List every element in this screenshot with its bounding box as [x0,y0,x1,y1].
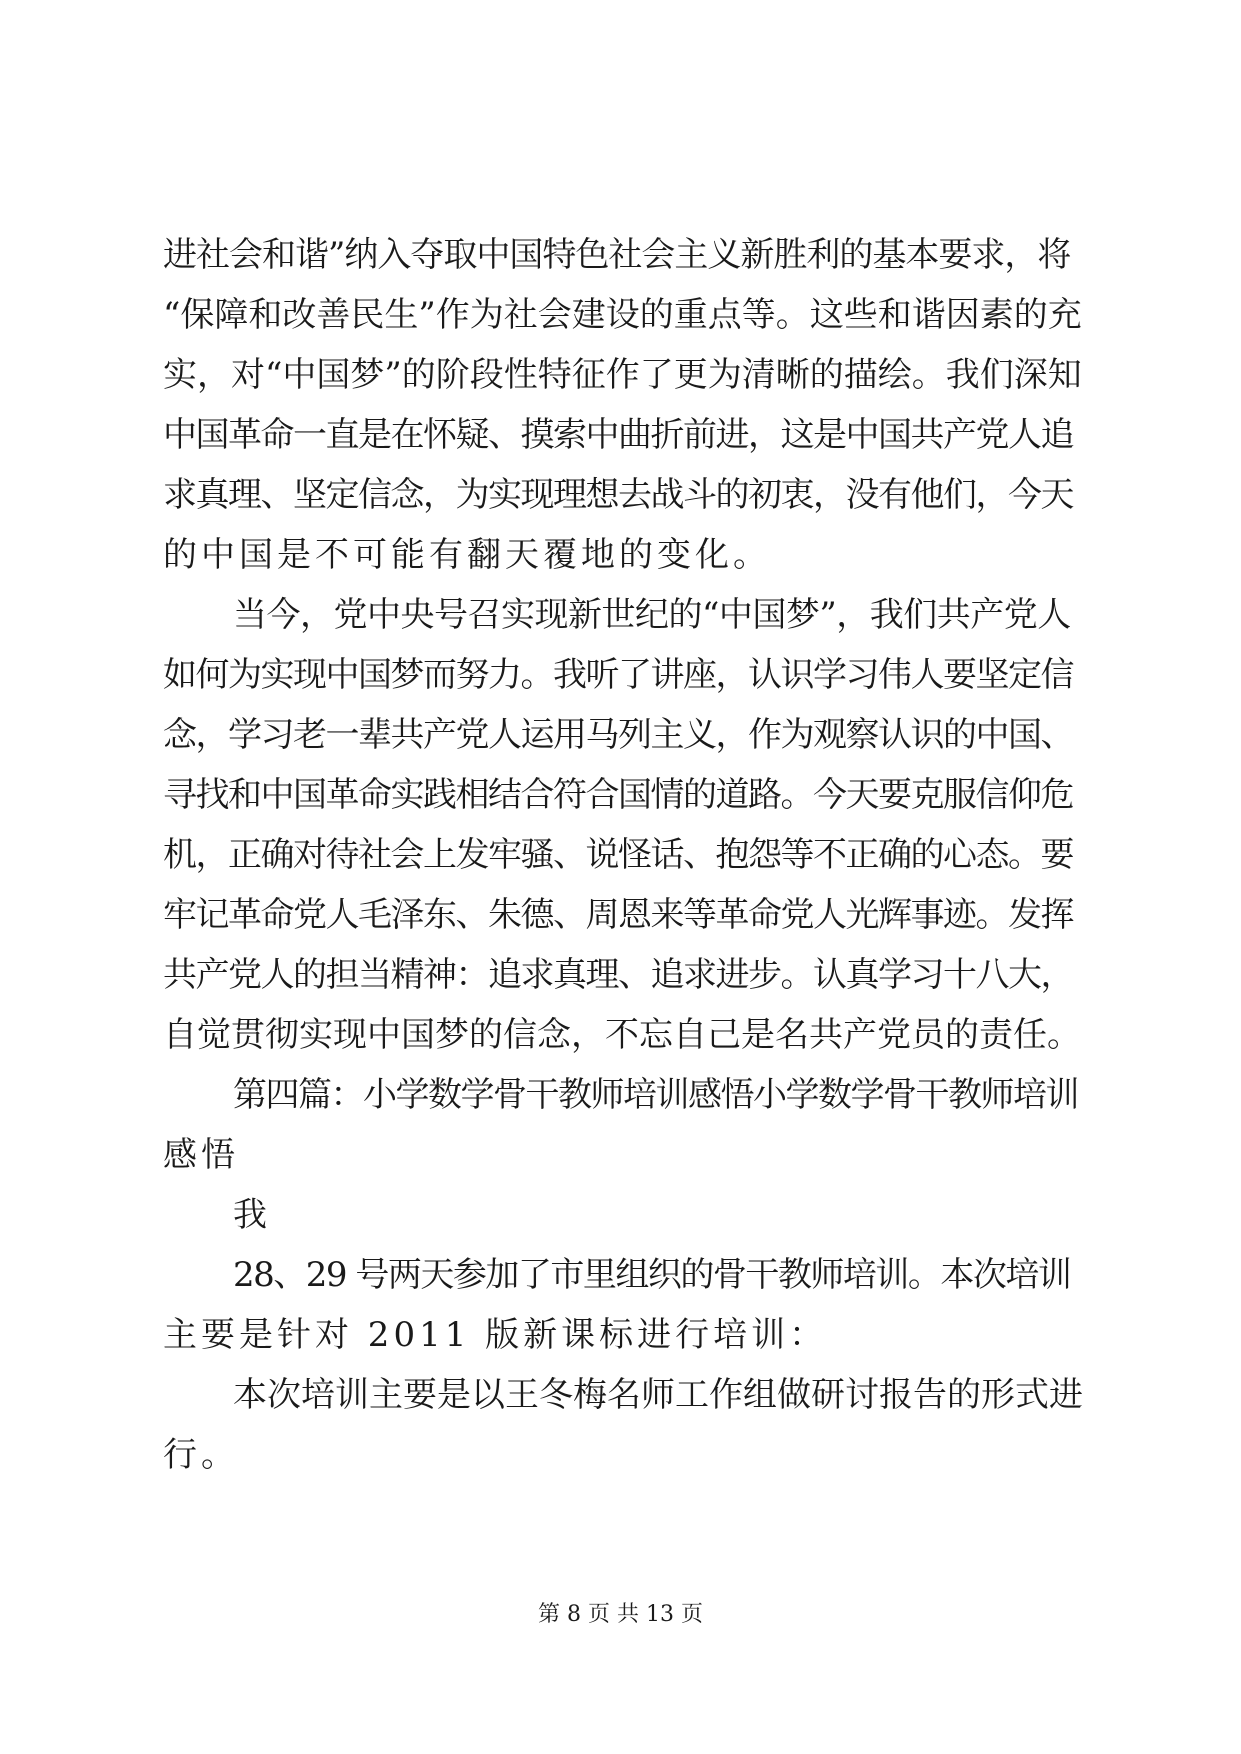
text-line: 实，对“中国梦”的阶段性特征作了更为清晰的描绘。我们深知 [163,355,1082,395]
text-line: 自觉贯彻实现中国梦的信念，不忘自己是名共产党员的责任。 [163,1015,1081,1055]
text-line: 行。 [163,1435,239,1475]
text-line: 我 [233,1195,271,1235]
text-line: 念，学习老一辈共产党人运用马列主义，作为观察认识的中国、 [163,715,1073,755]
text-line: 主要是针对 2011 版新课标进行培训： [163,1315,828,1355]
text-line: 进社会和谐”纳入夺取中国特色社会主义新胜利的基本要求，将 [163,235,1071,275]
text-line: 牢记革命党人毛泽东、朱德、周恩来等革命党人光辉事迹。发挥 [163,895,1073,935]
text-line: 如何为实现中国梦而努力。我听了讲座，认识学习伟人要坚定信 [163,655,1073,695]
text-line: 共产党人的担当精神：追求真理、追求进步。认真学习十八大， [163,955,1073,995]
page-footer: 第 8 页 共 13 页 [538,1602,703,1627]
text-line: 求真理、坚定信念，为实现理想去战斗的初衷，没有他们，今天 [163,475,1073,515]
text-line: 的中国是不可能有翻天覆地的变化。 [163,535,771,575]
text-line: “保障和改善民生”作为社会建设的重点等。这些和谐因素的充 [163,295,1082,335]
text-line: 当今，党中央号召实现新世纪的“中国梦”，我们共产党人 [233,595,1071,635]
text-line: 机，正确对待社会上发牢骚、说怪话、抱怨等不正确的心态。要 [163,835,1073,875]
text-line: 本次培训主要是以王冬梅名师工作组做研讨报告的形式进 [233,1375,1083,1415]
text-line: 寻找和中国革命实践相结合符合国情的道路。今天要克服信仰危 [163,775,1073,815]
text-line: 感悟 [163,1135,239,1175]
text-line: 中国革命一直是在怀疑、摸索中曲折前进，这是中国共产党人追 [163,415,1073,455]
document-body [163,225,1083,1485]
text-line: 28、29 号两天参加了市里组织的骨干教师培训。本次培训 [233,1255,1071,1295]
text-line: 第四篇：小学数学骨干教师培训感悟小学数学骨干教师培训 [233,1075,1078,1115]
